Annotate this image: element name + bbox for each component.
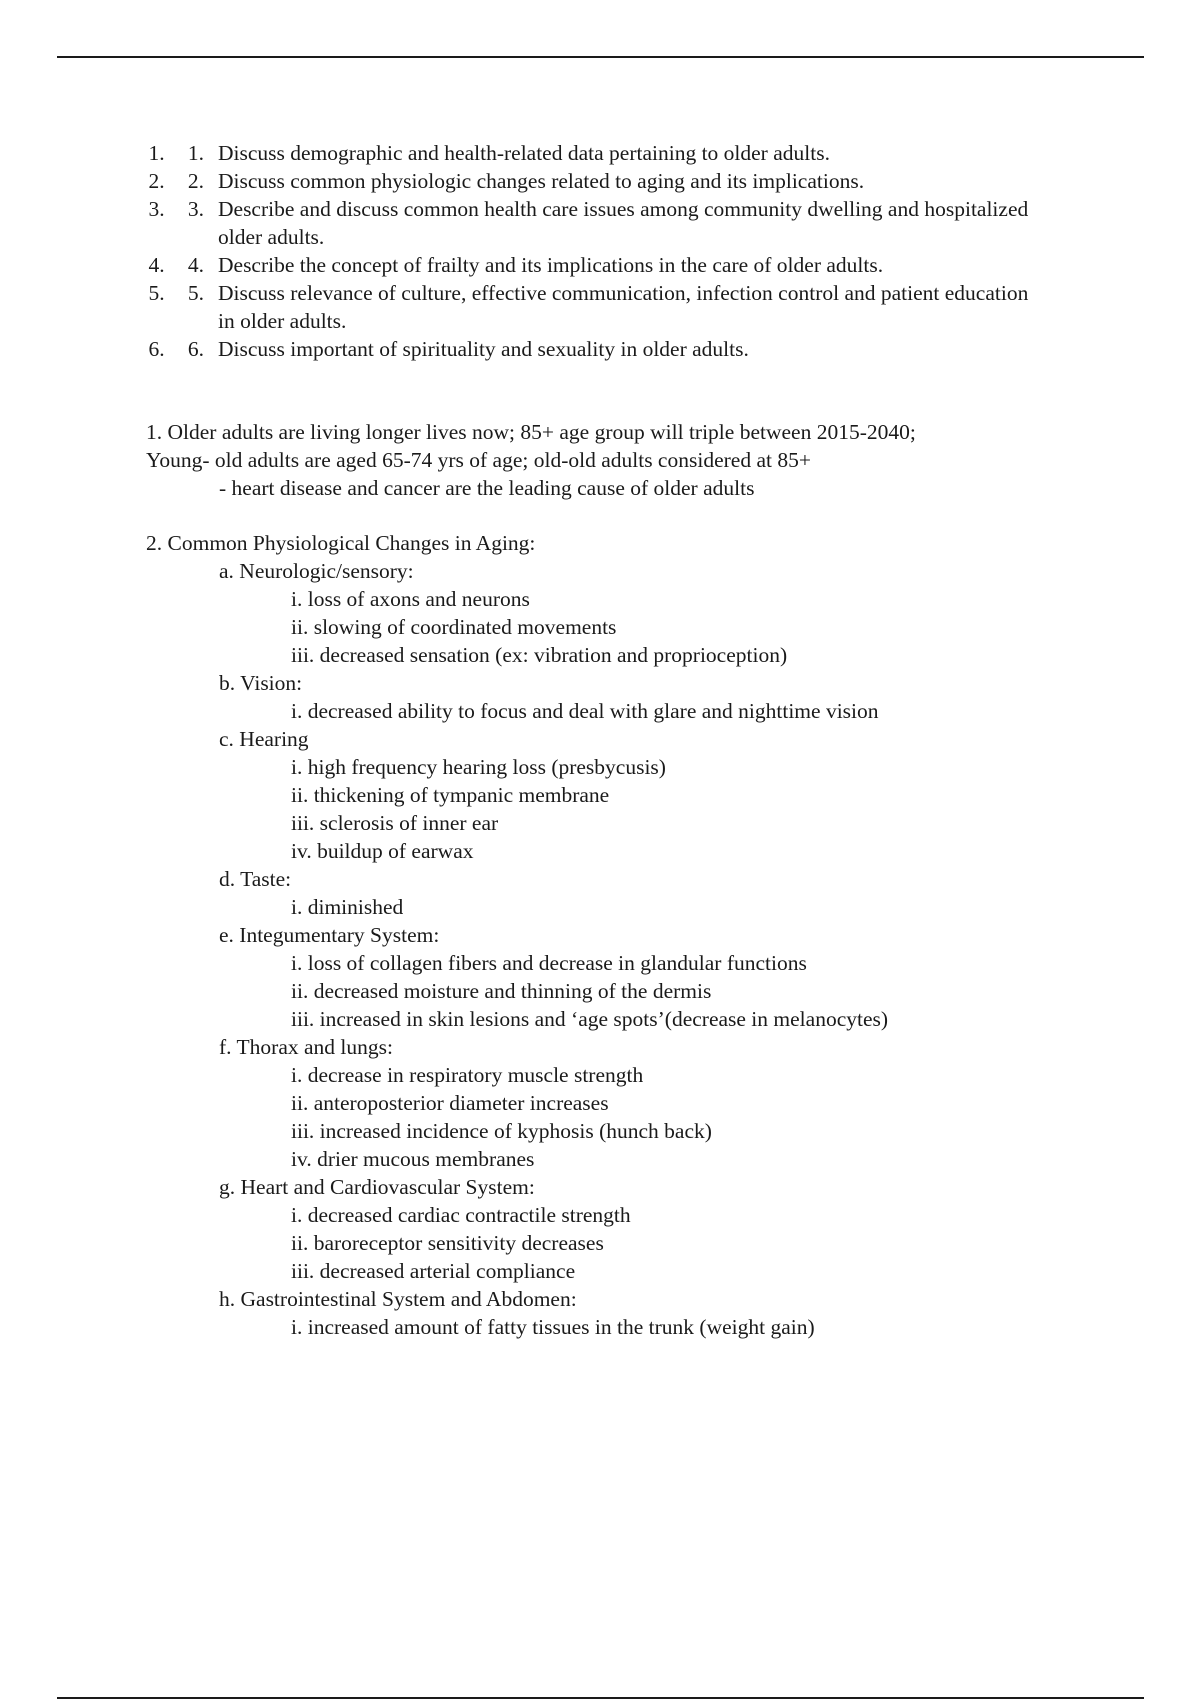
category-label: e. Integumentary System: [219,923,440,947]
demographics-paragraph [146,418,1046,502]
category-item: i. loss of collagen fibers and decrease in glandular functions [291,951,807,975]
objective-item: 6. 6. Discuss important of spirituality and sexuality in older adults. [170,335,1040,363]
category-item: i. decreased cardiac contractile strength [291,1203,631,1227]
category-label: b. Vision: [219,671,303,695]
category-label: a. Neurologic/sensory: [219,559,414,583]
category-item: i. loss of axons and neurons [291,587,530,611]
category-item: i. high frequency hearing loss (presbycusis) [291,755,666,779]
category-item: ii. anteroposterior diameter increases [291,1091,609,1115]
category-item: iv. buildup of earwax [291,839,474,863]
objective-item: 3. 3. Describe and discuss common health care issues among community dwelling and hospitalized older adults. [170,195,1040,251]
objectives-list [170,139,1040,363]
category-item: i. diminished [291,895,404,919]
objective-item: 1. 1. Discuss demographic and health-related data pertaining to older adults. [170,139,1040,167]
category-item: iv. drier mucous membranes [291,1147,535,1171]
category-item: iii. decreased arterial compliance [291,1259,576,1283]
category-label: h. Gastrointestinal System and Abdomen: [219,1287,577,1311]
demographics-line: 1. Older adults are living longer lives now; 85+ age group will triple between 2015-2040; [146,420,916,444]
category-item: iii. increased in skin lesions and ‘age spots’(decrease in melanocytes) [291,1007,889,1031]
physiological-changes-section [146,529,1106,1341]
bottom-rule [57,1697,1144,1699]
objective-item: 4. 4. Describe the concept of frailty and its implications in the care of older adults. [170,251,1040,279]
objective-item: 5. 5. Discuss relevance of culture, effective communication, infection control and patient education in older adults. [170,279,1040,335]
section-heading: 2. Common Physiological Changes in Aging: [146,531,536,555]
category-item: iii. sclerosis of inner ear [291,811,499,835]
top-rule [57,56,1144,58]
category-item: ii. decreased moisture and thinning of the dermis [291,979,712,1003]
demographics-subpoint: - heart disease and cancer are the leading cause of older adults [219,476,755,500]
category-item: i. decreased ability to focus and deal with glare and nighttime vision [291,699,879,723]
category-item: ii. baroreceptor sensitivity decreases [291,1231,604,1255]
category-label: d. Taste: [219,867,292,891]
category-item: i. increased amount of fatty tissues in the trunk (weight gain) [291,1315,815,1339]
category-item: iii. decreased sensation (ex: vibration and proprioception) [291,643,788,667]
category-item: iii. increased incidence of kyphosis (hunch back) [291,1119,712,1143]
category-item: ii. thickening of tympanic membrane [291,783,610,807]
category-label: g. Heart and Cardiovascular System: [219,1175,535,1199]
demographics-line: Young- old adults are aged 65-74 yrs of age; old-old adults considered at 85+ [146,448,811,472]
objective-item: 2. 2. Discuss common physiologic changes related to aging and its implications. [170,167,1040,195]
category-label: c. Hearing [219,727,309,751]
category-item: i. decrease in respiratory muscle strength [291,1063,644,1087]
category-label: f. Thorax and lungs: [219,1035,393,1059]
category-item: ii. slowing of coordinated movements [291,615,617,639]
